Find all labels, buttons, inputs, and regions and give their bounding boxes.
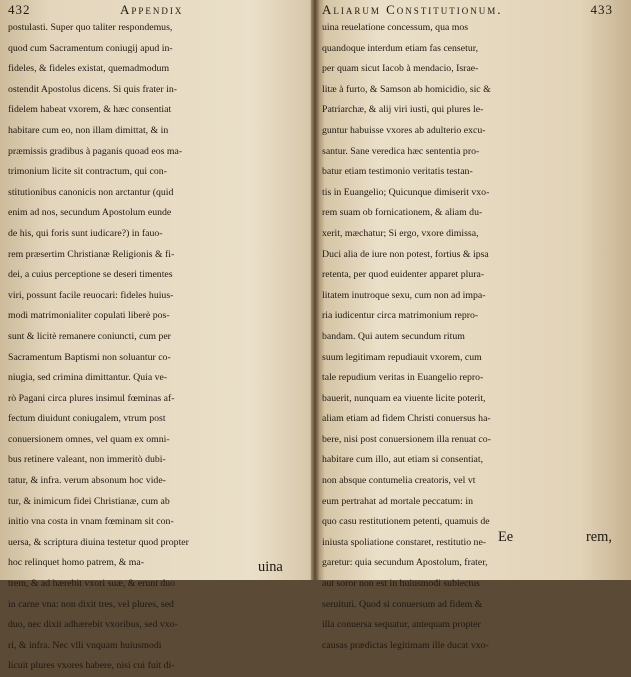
text-line: garetur: quia secundum Apostolum, frater,: [322, 557, 488, 569]
left-page-body: [0, 18, 312, 677]
text-line: batur etiam testimonio veritatis testan-: [322, 166, 473, 178]
left-catchword: uina: [258, 559, 283, 575]
text-line: trimonium licite sit contractum, qui con-: [8, 166, 167, 178]
text-line: aliam etiam ad fidem Christi conuersus ha-: [322, 413, 491, 425]
text-line: guntur habuisse vxores ab adulterio excu-: [322, 124, 486, 136]
text-line: sunt & licitè remanere coniuncti, cum per: [8, 330, 171, 342]
text-line: ri, & infra. Nec vlli vnquam huiusmodi: [8, 639, 162, 651]
text-line: licuit plures vxores habere, nisi cui fuit di-: [8, 660, 175, 672]
signature-mark: Ee: [498, 529, 514, 545]
text-line: non absque contumelia creatoris, vel vt: [322, 475, 476, 487]
text-line: ostendit Apostolus dicens. Si quis frater in-: [8, 83, 177, 95]
text-line: causas prædictas legitimam ille ducat vxo-: [322, 639, 489, 651]
text-line: fectum diuidunt coniugalem, vtrum post: [8, 413, 166, 425]
text-line: viri, possunt facile reuocari: fideles huius-: [8, 289, 174, 301]
text-line: niugia, sed crimina dimittantur. Quia ve-: [8, 372, 168, 384]
text-line: modi matrimonialiter copulati liberè pos-: [8, 310, 170, 322]
text-line: tur, & inimicum fidei Christianæ, cum ab: [8, 495, 170, 507]
text-line: litæ à furto, & Samson ab homicidio, sic &: [322, 83, 491, 95]
text-line: uina reuelatione concessum, qua mos: [322, 22, 469, 33]
text-line: Sacramentum Baptismi non soluantur co-: [8, 351, 171, 363]
text-line: illa conuersa sequatur, antequam propter: [322, 619, 481, 631]
text-line: tale repudium veritas in Euangelio repro-: [322, 372, 484, 384]
text-line: præmissis gradibus à paganis quoad eos ma-: [8, 145, 183, 157]
text-line: tis in Euangelio; Quicunque dimiserit vxo-: [322, 186, 490, 198]
left-page-number: 432: [8, 2, 31, 17]
text-line: eum pertrahat ad mortale peccatum: in: [322, 495, 473, 507]
text-line: duo, nec dixit adhærebit vxoribus, sed vxo-: [8, 619, 178, 631]
text-line: fidelem habeat vxorem, & hæc consentiat: [8, 104, 172, 116]
text-line: stitutionibus canonicis non arctantur (quid: [8, 186, 174, 198]
text-line: litatem inutroque sexu, cum non ad impa-: [322, 289, 486, 301]
text-line: trem, & ad hærebit vxori suæ, & erunt duo: [8, 578, 176, 590]
right-page-body: [318, 18, 631, 656]
text-line: quo casu restitutionem petenti, quamuis de: [322, 516, 490, 528]
text-line: habitare cum illo, aut etiam si consentiat,: [322, 454, 484, 466]
text-line: conuersionem omnes, vel quam ex omni-: [8, 433, 170, 445]
text-line: bere, nisi post conuersionem illa renuat co-: [322, 433, 491, 445]
text-line: santur. Sane veredica hæc sententia pro-: [322, 145, 480, 157]
text-line: bandam. Qui autem secundum ritum: [322, 330, 465, 342]
text-line: suum legitimam repudiauit vxorem, cum: [322, 351, 482, 363]
right-page-number: 433: [590, 2, 613, 17]
text-line: dei, a cuius perceptione se deseri timentes: [8, 269, 173, 281]
right-running-head-title: Aliarum Constitutionum.: [322, 2, 503, 17]
text-line: tatur, & infra. verum absonum hoc vide-: [8, 475, 166, 487]
text-line: de his, qui foris sunt iudicare?) in fauo-: [8, 227, 163, 239]
text-line: fideles, & fideles existat, quemadmodum: [8, 63, 170, 75]
text-line: postulasti. Super quo taliter respondemus,: [8, 22, 173, 33]
text-line: xerit, mæchatur; Si ergo, vxore dimissa,: [322, 227, 479, 239]
left-page: [0, 0, 312, 672]
text-line: bauerit, nunquam ea viuente licite poterit,: [322, 392, 486, 404]
text-line: hoc relinquet homo patrem, & ma-: [8, 557, 145, 569]
left-running-head-title: Appendix: [120, 2, 184, 17]
text-line: initio vna costa in vnam fœminam sit con-: [8, 516, 174, 528]
text-line: Duci alia de iure non potest, fortius & ipsa: [322, 248, 489, 260]
right-catchword: rem,: [586, 529, 612, 545]
text-line: iniusta spoliatione constaret, restitutio ne-: [322, 536, 487, 548]
text-line: ria iudicentur circa matrimonium repro-: [322, 310, 479, 322]
text-line: enim ad nos, secundum Apostolum eunde: [8, 207, 172, 219]
text-line: seruituti. Quod si conuersum ad fidem &: [322, 598, 483, 610]
text-line: rem suam ob fornicationem, & aliam du-: [322, 207, 483, 219]
text-line: rò Pagani circa plures insimul fœminas af-: [8, 392, 175, 404]
text-line: per quam sicut Iacob à mendacio, Israe-: [322, 63, 479, 75]
text-line: quandoque interdum etiam fas censetur,: [322, 42, 479, 54]
text-line: in carne vna: non dixit tres, vel plures, sed: [8, 598, 174, 610]
text-line: quod cum Sacramentum coniugij apud in-: [8, 42, 173, 54]
text-line: aut soror non est in huiusmodi subiectus: [322, 578, 480, 590]
text-line: retenta, per quod euidenter apparet plura-: [322, 269, 485, 281]
text-line: rem præsertim Christianæ Religionis & fi-: [8, 248, 175, 260]
text-line: uersa, & scriptura diuina testetur quod propter: [8, 536, 189, 548]
text-line: habitare cum eo, non illam dimittat, & in: [8, 124, 169, 136]
right-page: [318, 0, 631, 651]
text-line: Patriarchæ, & alij viri iusti, qui plures le-: [322, 104, 484, 116]
text-line: bus retinere valeant, non immeritò dubi-: [8, 454, 166, 466]
